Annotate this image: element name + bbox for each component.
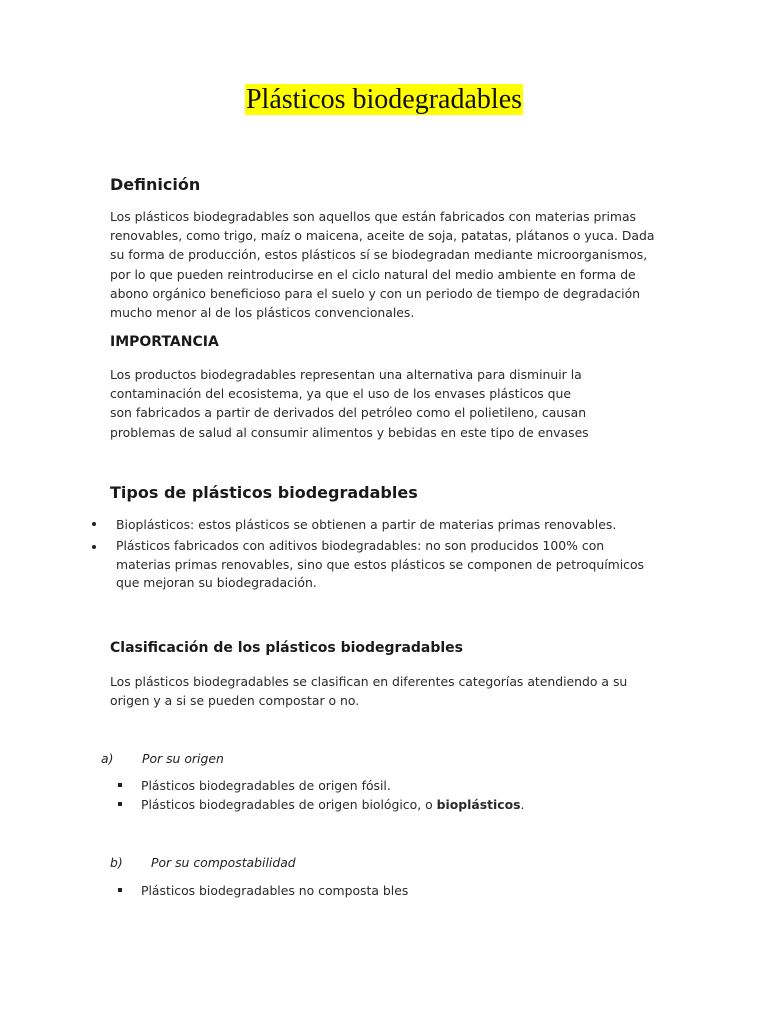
text-line: su forma de producción, estos plásticos sí se biodegradan mediante microorganismos, [110,247,648,263]
text-line: Los plásticos biodegradables se clasifican en diferentes categorías atendiendo a su [110,674,628,689]
text-line: Plásticos fabricados con aditivos biodegradables: no son producidos 100% con [116,538,605,553]
text-line: problemas de salud al consumir alimentos y bebidas en este tipo de envases [110,424,589,440]
list-item-origen-biologico [141,795,524,814]
list-item-aditivos [116,537,644,593]
bullet-square-icon [118,888,122,892]
list-item-bioplasticos [116,515,616,534]
document-title [0,84,768,116]
list-marker-b: b) [110,855,123,870]
bullet-dot-icon [92,522,96,526]
bullet-square-icon [118,802,122,806]
heading-tipos: Tipos de plásticos biodegradables [110,483,418,502]
list-item-no-compostables: Plásticos biodegradables no composta bles [141,883,409,898]
text-line: Bioplásticos: estos plásticos se obtienen a partir de materias primas renovables. [116,517,617,532]
text-line: contaminación del ecosistema, ya que el uso de los envases plásticos que [110,386,572,402]
paragraph-importancia [110,365,589,442]
subheading-compostabilidad: Por su compostabilidad [151,855,296,870]
subheading-origen: Por su origen [142,751,224,766]
bullet-square-icon [118,783,122,787]
item-punct: . [520,797,525,812]
text-line: son fabricados a partir de derivados del petróleo como el polietileno, causan [110,405,587,421]
bold-term: bioplásticos [436,797,521,812]
text-line: por lo que pueden reintroducirse en el ciclo natural del medio ambiente en forma de [110,266,636,282]
heading-clasificacion: Clasificación de los plásticos biodegradables [110,640,464,656]
text-line: que mejoran su biodegradación. [116,575,317,590]
heading-definicion: Definición [110,175,201,194]
text-line: Los plásticos biodegradables son aquellos que están fabricados con materias primas [110,209,637,224]
list-item-origen-fosil: Plásticos biodegradables de origen fósil. [141,778,391,793]
text-line: abono orgánico beneficioso para el suelo y con un periodo de tiempo de degradación [110,285,641,301]
text-line: materias primas renovables, sino que estos plásticos se componen de petroquímicos [116,556,644,572]
text-line: mucho menor al de los plásticos convencionales. [110,305,415,321]
heading-importancia: IMPORTANCIA [110,334,219,350]
paragraph-definicion [110,207,654,322]
item-text: Plásticos biodegradables de origen biológico, o [141,797,433,812]
list-marker-a: a) [101,751,114,766]
paragraph-clasificacion [110,673,627,710]
text-line: origen y a si se pueden compostar o no. [110,692,360,708]
text-line: Los productos biodegradables representan una alternativa para disminuir la [110,367,582,382]
text-line: renovables, como trigo, maíz o maicena, aceite de soja, patatas, plátanos o yuca. Dada [110,228,655,244]
title-text: Plásticos biodegradables [245,84,523,115]
bullet-dot-icon [92,545,96,549]
